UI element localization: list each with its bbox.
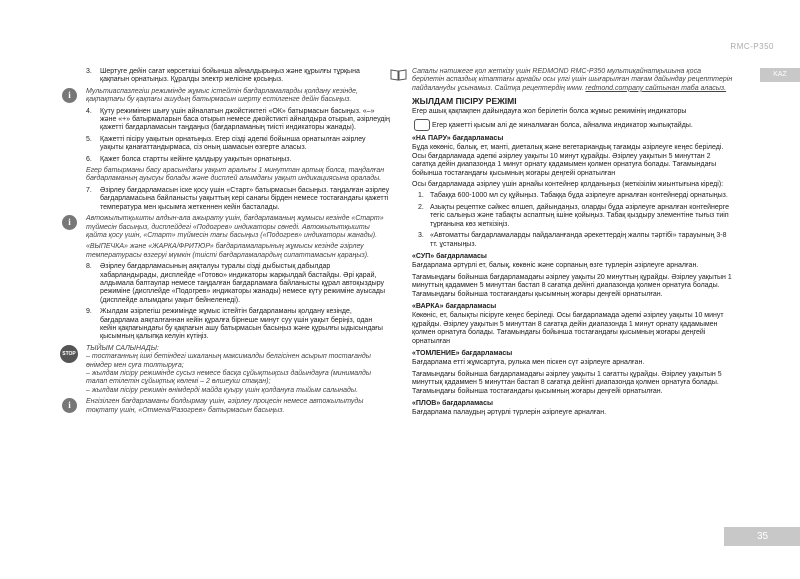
model-label: RMC-P350 bbox=[730, 42, 774, 51]
step-6: 6. Қажет болса стартты кейінге қалдыру уақытын орнатыңыз. bbox=[86, 155, 292, 163]
book-icon bbox=[390, 68, 407, 81]
stop-warning: STOP ТЫЙЫМ САЛЫНАДЫ: – тостағанның ішкі бетіндегі шкаланың максималды белгісінен асырып тостағанды өнімдер мен суға толтыруға; – жылдам пісіру режимінде сусыз немесе басқа сұйықтықсыз дайындауға (минималды талап етілетін сұйықтық көлемі – 2 өлшеуіш стақан); – жылдам пісіру режимін өнімдерді майда қуыру үшін қолдануға тыйым салынады. bbox=[86, 345, 390, 395]
program-pilaf-title: «ПЛОВ» бағдарламасы bbox=[412, 400, 493, 407]
program-stew-text: Бағдарлама етті жұмсартуға, рулька мен піскен сүт әзірлеуге арналған. bbox=[412, 359, 645, 367]
program-steam-title: «НА ПАРУ» бағдарламасы bbox=[412, 135, 504, 143]
program-boil-title: «ВАРКА» бағдарламасы bbox=[412, 302, 497, 310]
info-icon: i bbox=[62, 215, 77, 230]
note-multicooker: i Мультиаспазлегіш режимінде жұмыс істейтін бағдарламаларды қолдану кезінде, қақпақтағы бу қақпағы ашудың батырмасын шерту естілгенге дейін басыңыз. bbox=[86, 88, 390, 105]
program-steam-container: Осы бағдарламада әзірлеу үшін арнайы контейнер қолданыңыз (жеткізілім жиынтығына кіреді): bbox=[412, 181, 724, 189]
step-8: 8. Әзірлеу бағдарламасының аяқталуы туралы сізді дыбыстық дабылдар хабарландырады, дисплейде «Готово» индикаторы жарқылдай бастайды. Әрі қарай, алдымала баптаулар немесе таңдалған бағдарламаға байланысты құрал автоқыздыру режиміне (дисплейде «Подогрев» индикаторы жанады) немесе күту режиміне ауысады (дисплейде алымдағы уақыт бейнеленеді). bbox=[86, 263, 385, 304]
list-item: 1. Табаққа 600-1000 мл су құйыңыз. Табаққа бұда әзірлеуге арналған контейнерді орнатыңыз. bbox=[418, 192, 728, 200]
pressure-indicator-icon bbox=[414, 119, 430, 131]
list-item: 2. Азықты рецептке сәйкес өлшеп, дайындаңыз, оларды бұда әзірлеуге арналған контейнерге тегіс салыңыз және табақты аспаптың ішіне қойыңыз. Табақ қыздыру элементіне тығыз тиіп тұрғанына көз жеткізіңіз. bbox=[418, 203, 729, 228]
language-tab: KAZ bbox=[760, 68, 800, 82]
intro-line-1: Егер ашық қақпақпен дайындауға жол берілетін болса жұмыс режимінің индикаторы bbox=[412, 107, 687, 115]
note-cancel: i Енгізілген бағдарламаны болдырмау үшін, әзірлеу процесін немесе автожылытуды тоқтату үшін, «Отмена/Разогрев» батырмасын басыңыз. bbox=[86, 398, 390, 415]
program-soup-title: «СУП» бағдарламасы bbox=[412, 252, 487, 260]
program-soup-time: Тағамындағы бойынша бағдарламадағы әзірлеу уақыты 20 минуттың құрайды. Әзірлеу уақытын 1 минуттың қадаммен 5 минуттан бастап 8 сағатқа дейінгі диапазонда қолмен орнатуға болады. Тағамындағы бойынша тостағандағы қысымның жоғары деңгейі орнатылған. bbox=[412, 273, 732, 298]
program-steam-text: Бұда көкөніс, балық, ет, манті, диеталық және вегетариандық тағамды әзірлеуге кеңес беріледі. Осы бағдарламада әдепкі әзірлеу уақыты 10 минут құрайды. Әзірлеу уақытын 5 минуттан 2 сағатқа дейін диапазонда 1 минут орнату қадамымен қолмен орнатуға болады. Тағамындағы бойынша тостағандағы қысымның жоғары деңгейі орнатылған bbox=[412, 144, 724, 177]
step-3: 3. Шертуге дейін сағат көрсеткіші бойынша айналдырыңыз және құрылғы тұрқына қақпағын орнатыңыз. Құралды электр желісіне қосыңыз. bbox=[86, 68, 360, 84]
left-column bbox=[62, 68, 390, 418]
step-7: 7. Әзірлеу бағдарламасын іске қосу үшін «Старт» батырмасын басыңыз. таңдалған әзірлеу бағдарламасына байланысты уақыттың кері санағы бірден немесе тостағандағы қажетті температура мен қысымға жеткеннен кейін басталады. bbox=[86, 186, 390, 211]
program-pilaf-text: Бағдарлама палаудың әртүрлі түрлерін әзірлеуге арналған. bbox=[412, 409, 607, 417]
recipe-book-note: Сапалы нәтижеге қол жеткізу үшін REDMOND RMC-P350 мультиқайнатқышына қоса берілетін аспаздық кітаптағы арнайы осы үлгі үшін шығарылған тағам дайындау рецепттерін пайдалануды ұсынамыз. Сайтқа рецептердің www. redmond.company сайтынан таба аласыз. bbox=[412, 68, 734, 93]
step-4: 4. Қуту режимінен шығу үшін айналатын джойстиктегі «ОК» батырмасын басыңыз. «–» және «+» батырмаларын баса отырып немесе джойстикті айналдыра отырып, әзірлеудің қажетті бағдарламасын таңдаңыз (бағдарламаның тиісті индикаторы жанады). bbox=[86, 107, 390, 132]
note-baking: «ВЫПЕЧКА» және «ЖАРКА/ФРИТЮР» бағдарламаларының жұмысы кезінде әзірлеу температурасы өзгеруі мүмкін (тиісті бағдарламалардың сипаттамасын қараңыз). bbox=[86, 243, 370, 259]
list-item: 3. «Автоматты бағдарламаларды пайдаланғанда әрекеттердің жалпы тәртібі» тарауының 3-8 тт. ұстаныңыз. bbox=[418, 232, 727, 248]
steam-steps bbox=[412, 192, 734, 248]
right-column bbox=[412, 68, 734, 421]
note-timeout: Егер батырманы басу арасындағы уақыт аралығы 1 минуттан артық болса, таңдалған бағдарламаның ауысуы болады және дисплей алымдағы уақыт индикациясына оралады. bbox=[86, 167, 385, 183]
program-boil-text: Көкөніс, ет, балықты пісіруге кеңес беріледі. Осы бағдарламада әдепкі әзірлеу уақыты 10 минут құрайды. Әзірлеу уақытын 5 минуттан 8 сағатқа дейін диапазонда 1 минут орнату қадамымен қолмен орнатуға болады. Тағамындағы бойынша тостағандағы қысымның жоғары деңгейі орнатылған bbox=[412, 312, 724, 345]
program-stew-title: «ТОМЛЕНИЕ» бағдарламасы bbox=[412, 349, 513, 357]
program-soup-text: Бағдарлама әртүрлі ет, балық, көкөніс және сорпаның өзге түрлерін әзірлеуге арналған. bbox=[412, 262, 699, 270]
page-number: 35 bbox=[724, 527, 800, 546]
program-stew-time: Тағамындағы бойынша бағдарламадағы әзірлеу уақыты 1 сағатты құрайды. Әзірлеу уақытын 5 минуттық қадаммен 5 минуттан бастап 8 сағатқа дейінгі диапазонда қолмен орнатуға болады. Тағамындағы бойынша тостағандағы қысымның жоғары деңгейі орнатылған. bbox=[412, 370, 722, 395]
section-title: ЖЫЛДАМ ПІСІРУ РЕЖІМІ bbox=[412, 96, 517, 107]
intro-line-2: Егер қажетті қысым алі де жиналмаған болса, айналма индикатор жыпықтайды. bbox=[412, 119, 734, 131]
step-9: 9. Жылдам әзірлегіш режимінде жұмыс істейтін бағдарламаны қолдану кезінде, бағдарлама аяқталғаннан кейін құралға бірнеше минут суу үшін уақыт беріңіз, одан кейін қақпағындағы бу қақпағын ашу батырмасын басыңыз және құрылғы ыдысындағы қысымның қалыпқа келуін күтіңіз. bbox=[86, 308, 383, 341]
info-icon: i bbox=[62, 88, 77, 103]
stop-icon: STOP bbox=[60, 345, 78, 363]
step-5: 5. Қажетті пісіру уақытын орнатыңыз. Егер сізді әдепкі бойынша орнатылған әзірлеу уақыты қанағаттандырмаса, сіз оның шамасын өзгерте аласыз. bbox=[86, 135, 366, 152]
note-autoheat: i Автожылытқышты алдын-ала ажырату үшін, бағдарламаның жұмысы кезінде «Старт» түймесін басыңыз, дисплейдегі «Подогрев» индикаторы сөнеді. Автожылытқышты қайта қосу үшін, «Старт» түймесін тағы басыңыз («Подогрев» индикаторы жанады). bbox=[86, 215, 390, 240]
info-icon: i bbox=[62, 398, 77, 413]
